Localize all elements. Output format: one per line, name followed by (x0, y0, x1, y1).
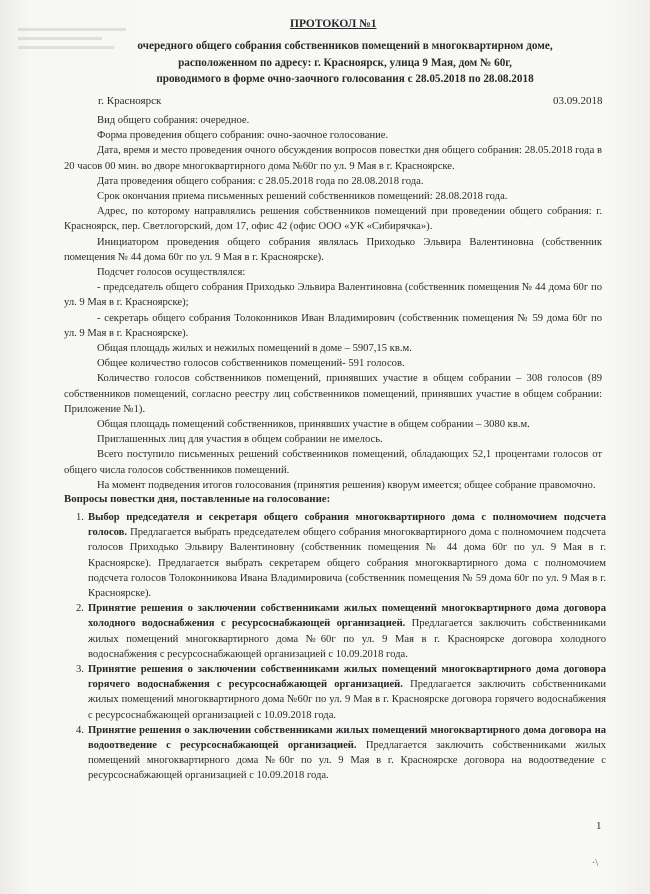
meeting-type: Вид общего собрания: очередное. (97, 115, 250, 126)
header-line-2: расположенном по адресу: г. Красноярск, улица 9 Мая, дом № 60г, (178, 57, 512, 69)
pen-mark: ·\ (592, 858, 599, 869)
header-line-3: проводимого в форме очно-заочного голосования с 28.05.2018 по 28.08.2018 (156, 73, 534, 85)
page-number: 1 (596, 820, 602, 832)
agenda-item-number: 2. (76, 603, 84, 615)
agenda-item-heading: Принятие решения о заключении собственниками жилых помещений многоквартирного дома договора на водоотведение с ресурсоснабжающей организацией. (88, 724, 606, 752)
total-area: Общая площадь жилых и нежилых помещений в доме – 5907,15 кв.м. (97, 343, 412, 355)
invited-persons: Приглашенных лиц для участия в общем собрании не имелось. (97, 434, 383, 446)
document-date: 03.09.2018 (553, 95, 603, 107)
chairman-entry: - председатель общего собрания Приходько Эльвира Валентиновна (собственник помещения № 44 дома 60г по ул. 9 Мая в г. Красноярске); (64, 282, 602, 309)
agenda-item-number: 3. (76, 664, 84, 676)
secretary-entry: - секретарь общего собрания Толоконников Иван Владимирович (собственник помещения № 59 дома 60г по ул. 9 Мая в г. Красноярске). (64, 312, 602, 339)
agenda-item (76, 510, 606, 601)
submission-address: Адрес, по которому направлялись решения собственников помещений при проведении общего собрания: г. Красноярск, пер. Светлогорский, дом 17, офис 42 (офис ООО «УК «Сибирячка»). (64, 206, 602, 233)
written-decisions: Всего поступило письменных решений собственников помещений, обладающих 52,1 процентами голосов от общего числа голосов собственников помещений. (64, 449, 602, 476)
meeting-datetime-place: Дата, время и место проведения очного обсуждения вопросов повестки дня общего собрания: 28.05.2018 года в 20 часов 00 мин. во дворе многоквартирного дома №60г по ул. 9 Мая в г. Красноярске. (64, 145, 602, 172)
agenda-item-text: Предлагается заключить собственниками жилых помещений многоквартирного дома №60г по ул. 9 Мая в г. Красноярске договора на водоотведение с ресурсоснабжающей организацией с 10.09.2018 года. (88, 740, 607, 782)
agenda-title: Вопросы повестки дня, поставленные на голосование: (64, 493, 331, 505)
agenda-item (76, 723, 606, 784)
agenda-list (76, 510, 606, 784)
agenda-item-text: Предлагается заключить собственниками жилых помещений многоквартирного дома №60г по ул. 9 Мая в г. Красноярске договора горячего водоснабжения с ресурсоснабжающей организацией с 10.09.2018 года. (88, 679, 606, 721)
protocol-title: ПРОТОКОЛ №1 (290, 18, 377, 30)
agenda-item-text: Предлагается заключить собственниками жилых помещений многоквартирного дома №60г по ул. 9 Мая в г. Красноярске договора холодного водоснабжения с ресурсоснабжающей организацией с 10.09.2018 года. (88, 618, 606, 660)
agenda-item-heading: Принятие решения о заключении собственниками жилых помещений многоквартирного дома договора горячего водоснабжения с ресурсоснабжающей организацией. (88, 664, 606, 691)
vote-counting-heading: Подсчет голосов осуществлялся: (97, 267, 246, 279)
total-votes: Общее количество голосов собственников помещений- 591 голосов. (97, 358, 405, 370)
protocol-body (64, 113, 602, 493)
agenda-item (76, 601, 606, 662)
participating-votes: Количество голосов собственников помещений, принявших участие в общем собрании – 308 голосов (89 собственников помещений, согласно реестру лиц собственников помещений, принявших участие в общем собрании: Приложение №1). (64, 373, 602, 415)
agenda-item-heading: Выбор председателя и секретаря общего собрания многоквартирного дома с полномочием подсчета голосов. (88, 512, 606, 539)
meeting-period: Дата проведения общего собрания: с 28.05.2018 года по 28.08.2018 года. (97, 175, 424, 187)
agenda-item-text: Предлагается выбрать председателем общего собрания многоквартирного дома с полномочием подсчета голосов Приходько Эльвиру Валентиновну (собственник помещения № 44 дома 60г по ул. 9 Мая в г. Красноярске). Предлагается выбрать секретарем общего собрания многоквартирного дома с полномочием подсчета голосов Толоконникова Ивана Владимировича (собственник помещения № 59 дома 60г по ул. 9 Мая в г. Красноярске). (88, 527, 606, 600)
header-line-1: очередного общего собрания собственников помещений в многоквартирном доме, (137, 40, 553, 52)
participating-area: Общая площадь помещений собственников, принявших участие в общем собрании – 3080 кв.м. (97, 419, 530, 431)
decision-deadline: Срок окончания приема письменных решений собственников помещений: 28.08.2018 года. (97, 191, 508, 203)
agenda-item-heading: Принятие решения о заключении собственниками жилых помещений многоквартирного дома договора холодного водоснабжения с ресурсоснабжающей организацией. (88, 603, 606, 630)
agenda-item-number: 1. (76, 512, 84, 523)
quorum-statement: На момент подведения итогов голосования (принятия решения) кворум имеется; общее собрание правомочно. (97, 479, 596, 491)
meeting-form: Форма проведения общего собрания: очно-заочное голосование. (97, 130, 389, 142)
agenda-item (76, 662, 606, 723)
city: г. Красноярск (98, 95, 162, 107)
agenda-item-number: 4. (76, 724, 84, 736)
initiator: Инициатором проведения общего собрания являлась Приходько Эльвира Валентиновна (собственник помещения № 44 дома 60г по ул. 9 Мая в г. Красноярске). (64, 236, 602, 263)
